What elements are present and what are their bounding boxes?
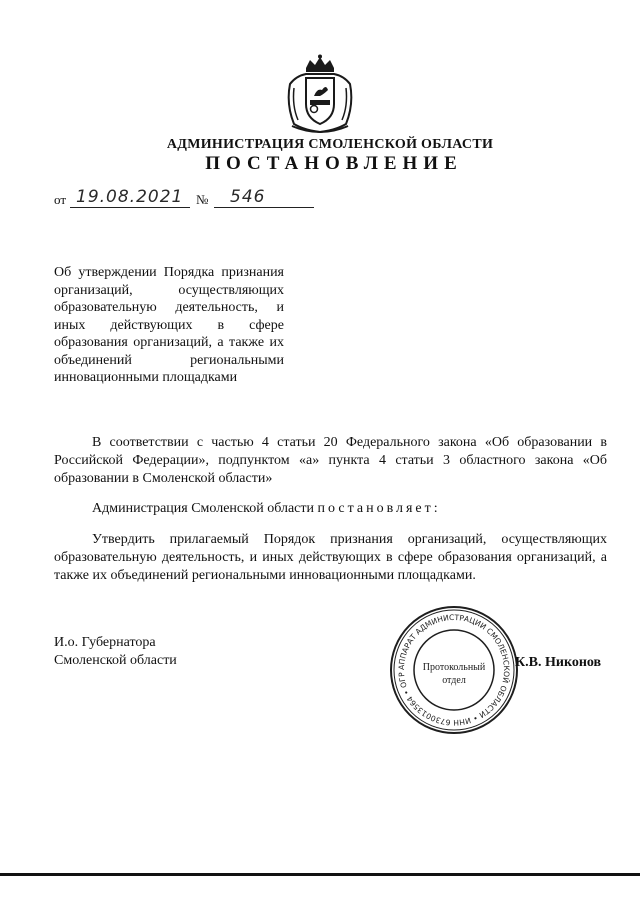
signatory-name: К.В. Никонов xyxy=(515,655,602,670)
handwritten-date: 19.08.2021 xyxy=(76,187,184,207)
date-from-label: от xyxy=(54,192,67,207)
coat-of-arms-emblem xyxy=(284,54,356,134)
date-number-line xyxy=(54,187,324,212)
number-label: № xyxy=(196,192,209,207)
document-type-title: ПОСТАНОВЛЕНИЕ xyxy=(205,153,463,174)
number-underline xyxy=(214,207,314,208)
signatory-position xyxy=(54,634,177,670)
seal-inner-line2: отдел xyxy=(442,675,466,686)
seal-ring-text: АППАРАТ АДМИНИСТРАЦИИ СМОЛЕНСКОЙ ОБЛАСТИ • ИНН 6730013564 • ОГР xyxy=(396,612,512,728)
resolves-keyword: постановляет: xyxy=(317,501,441,516)
seal-inner-line1: Протокольный xyxy=(422,662,486,673)
preamble-paragraph: В соответствии с частью 4 статьи 20 Федерального закона «Об образовании в Российской Федерации», подпунктом «а» пункта 4 статьи 3 областного закона «Об образовании в Смоленской области» xyxy=(54,435,607,486)
date-underline xyxy=(70,207,190,208)
signatory-position-line1: И.о. Губернатора xyxy=(54,635,156,650)
round-seal-stamp-icon xyxy=(388,604,520,736)
bottom-border-line xyxy=(0,873,640,876)
smolensk-coat-of-arms-icon xyxy=(284,54,356,134)
resolves-paragraph xyxy=(54,500,607,518)
operative-paragraph: Утвердить прилагаемый Порядок признания организаций, осуществляющих образовательную деятельность, и иных действующих в сфере образования организаций, а также их объединений региональными инновационными площадками. xyxy=(54,532,607,583)
signatory-position-line2: Смоленской области xyxy=(54,653,177,668)
resolves-prefix: Администрация Смоленской области xyxy=(92,501,318,516)
issuing-authority: АДМИНИСТРАЦИЯ СМОЛЕНСКОЙ ОБЛАСТИ xyxy=(166,137,494,152)
document-subject: Об утверждении Порядка признания организаций, осуществляющих образовательную деятельность, и иных действующих в сфере образования организаций, а также их объединений региональными инновационными площадками xyxy=(54,265,284,385)
official-seal xyxy=(388,604,520,736)
handwritten-number: 546 xyxy=(230,187,266,207)
